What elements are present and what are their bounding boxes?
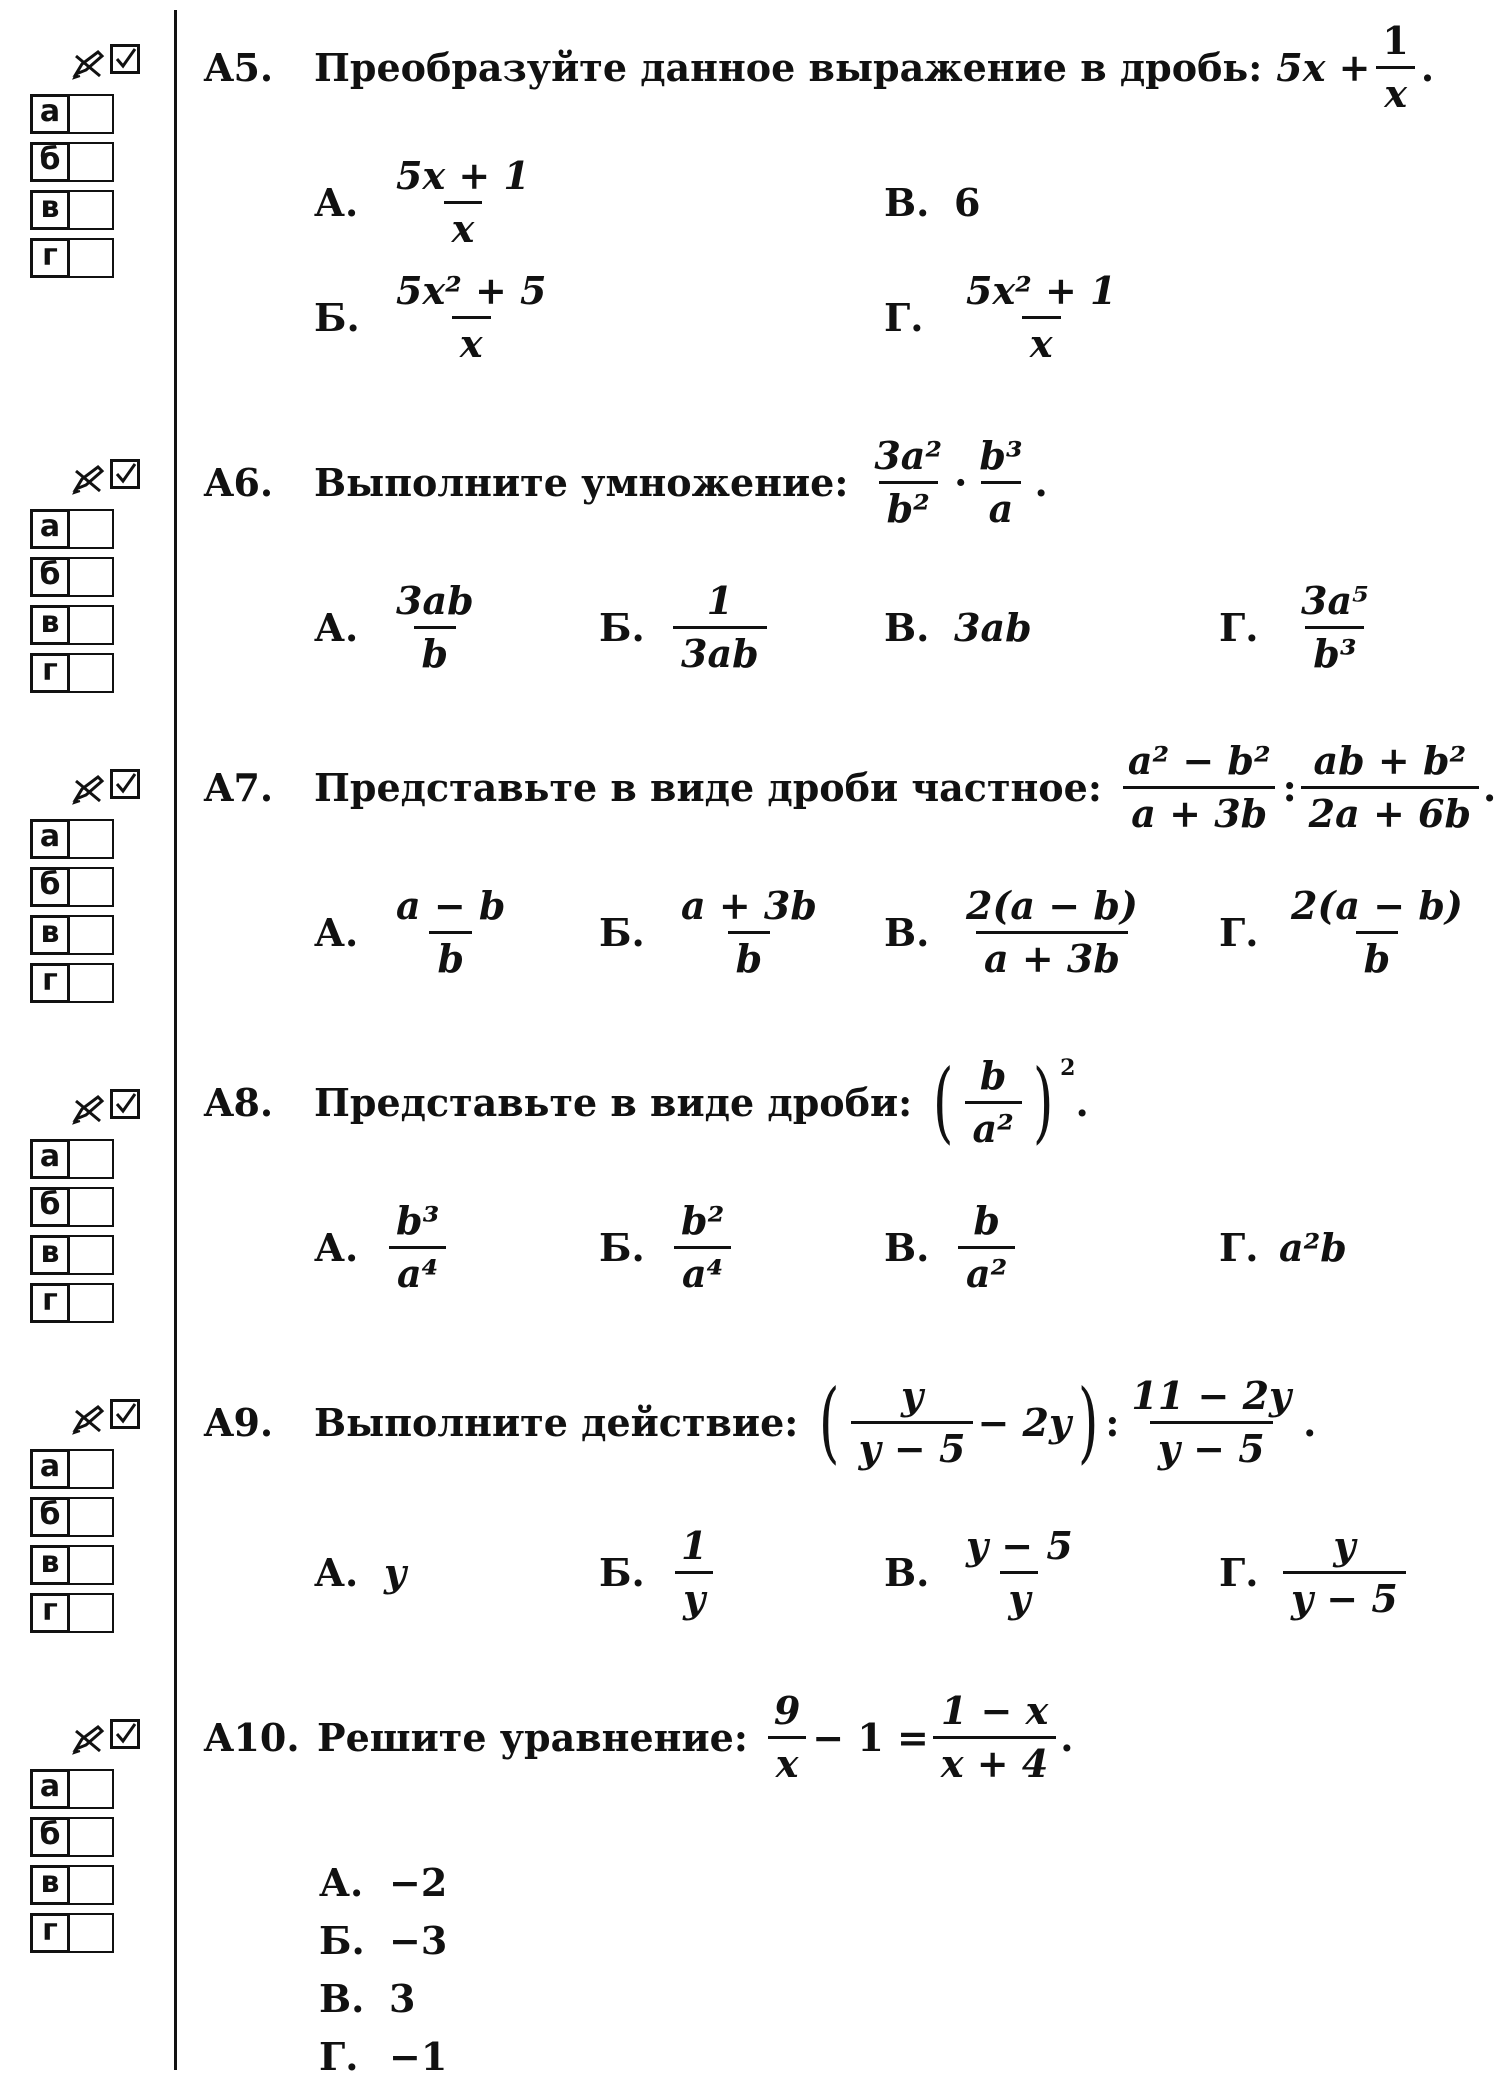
answer-row	[30, 653, 150, 693]
expr-period: .	[1483, 764, 1496, 810]
expr-fraction: $\frac{11 - 2y}{y - 5}$	[1131, 1373, 1292, 1471]
answer-row	[30, 1769, 150, 1809]
answer-letter: г	[30, 1593, 70, 1633]
answer-boxes	[30, 1085, 150, 1323]
answer-row	[30, 963, 150, 1003]
option-g[interactable]: Г. $\frac{\text{3a⁵}}{\text{b³}}$	[1219, 578, 1369, 676]
answer-checkbox[interactable]	[70, 557, 114, 597]
question-number: A9.	[204, 1399, 274, 1445]
right-paren: )	[1032, 1050, 1054, 1154]
answer-checkbox[interactable]	[70, 1235, 114, 1275]
question-text: Выполните умножение:	[314, 459, 849, 505]
answer-letter: г	[30, 1283, 70, 1323]
answer-letter: а	[30, 94, 70, 134]
answer-row	[30, 1817, 150, 1857]
option-b[interactable]: Б. $\frac{1}{y}$	[599, 1525, 719, 1620]
answer-checkbox[interactable]	[70, 238, 114, 278]
answer-boxes	[30, 765, 150, 1003]
question-text: Решите уравнение:	[317, 1714, 748, 1760]
option-v[interactable]: В. $\frac{y - 5}{y}$	[884, 1523, 1073, 1621]
question-number: A7.	[204, 764, 274, 810]
answer-letter: а	[30, 1139, 70, 1179]
question-number: A6.	[204, 459, 274, 505]
option-v[interactable]: В. 3ab	[884, 605, 1032, 650]
vertical-divider	[174, 10, 177, 2070]
expr-term: − 1 =	[812, 1714, 929, 1760]
question-text: Представьте в виде дроби частное:	[314, 764, 1102, 810]
answer-letter: а	[30, 1449, 70, 1489]
expr-fraction: $\frac{\text{a² − b²}}{a + 3b}$	[1120, 740, 1279, 835]
answer-checkbox[interactable]	[70, 1817, 114, 1857]
answer-letter: б	[30, 142, 70, 182]
answer-letter: в	[30, 605, 70, 645]
expr-term: 5x +	[1276, 44, 1371, 90]
answer-letter: г	[30, 1913, 70, 1953]
answer-row	[30, 605, 150, 645]
expr-fraction: $\frac{\text{b³}}{a}$	[979, 433, 1023, 531]
expr-period: .	[1034, 459, 1048, 505]
answer-letter: г	[30, 963, 70, 1003]
answer-row	[30, 94, 150, 134]
expr-power: 2	[1060, 1055, 1076, 1081]
answer-checkbox[interactable]	[70, 1497, 114, 1537]
answer-letter: в	[30, 1545, 70, 1585]
answer-checkbox[interactable]	[70, 605, 114, 645]
answer-checkbox[interactable]	[70, 509, 114, 549]
answer-row	[30, 238, 150, 278]
answer-checkbox[interactable]	[70, 867, 114, 907]
answer-letter: а	[30, 1769, 70, 1809]
answer-row	[30, 1235, 150, 1275]
crossed-pencil-icon	[72, 1401, 106, 1435]
answer-checkbox[interactable]	[70, 915, 114, 955]
answer-letter: в	[30, 915, 70, 955]
answer-row	[30, 867, 150, 907]
option-g[interactable]: Г. a²b	[1219, 1225, 1347, 1270]
answer-row	[30, 1449, 150, 1489]
answer-row	[30, 915, 150, 955]
question-text: Преобразуйте данное выражение в дробь:	[314, 44, 1263, 90]
answer-checkbox[interactable]	[70, 1283, 114, 1323]
checkbox-icon	[110, 44, 140, 74]
answer-boxes	[30, 455, 150, 693]
expr-period: .	[1060, 1714, 1074, 1760]
answer-checkbox[interactable]	[70, 94, 114, 134]
option-a[interactable]: А. −2	[319, 1860, 448, 1905]
expr-fraction: $\frac{\text{3a²}}{\text{b²}}$	[874, 433, 943, 531]
option-a[interactable]: А. $\frac{5x + 1}{x}$	[314, 153, 530, 251]
expr-operator: :	[1282, 764, 1297, 810]
expr-fraction: $\frac{1 - x}{x + 4}$	[933, 1690, 1056, 1785]
answer-letter: б	[30, 557, 70, 597]
expr-fraction: $\frac{y}{y - 5}$	[851, 1375, 974, 1470]
answer-checkbox[interactable]	[70, 653, 114, 693]
answer-row	[30, 190, 150, 230]
option-b[interactable]: Б. $\frac{a + 3b}{b}$	[599, 883, 817, 981]
answer-checkbox[interactable]	[70, 1139, 114, 1179]
answer-checkbox[interactable]	[70, 1865, 114, 1905]
option-g[interactable]: Г. $\frac{\text{5x² + 1}}{x}$	[884, 268, 1117, 366]
option-g[interactable]: Г. −1	[319, 2034, 448, 2079]
answer-boxes	[30, 40, 150, 278]
expr-term: − 2y	[977, 1399, 1072, 1445]
answer-row	[30, 1139, 150, 1179]
expr-fraction: $\frac{9}{x}$	[766, 1690, 808, 1785]
answer-letter: в	[30, 1235, 70, 1275]
answer-letter: б	[30, 1497, 70, 1537]
answer-letter: а	[30, 509, 70, 549]
expr-period: .	[1303, 1399, 1317, 1445]
answer-row	[30, 509, 150, 549]
option-v[interactable]: В. 3	[319, 1976, 416, 2021]
answer-boxes	[30, 1395, 150, 1633]
left-paren: (	[933, 1050, 954, 1154]
answer-letter: в	[30, 190, 70, 230]
answer-row	[30, 1497, 150, 1537]
answer-checkbox[interactable]	[70, 1913, 114, 1953]
answer-row	[30, 1593, 150, 1633]
answer-row	[30, 819, 150, 859]
answer-row	[30, 1913, 150, 1953]
crossed-pencil-icon	[72, 46, 106, 80]
expr-fraction: $\frac{\text{ab + b²}}{2a + 6b}$	[1301, 740, 1479, 835]
option-a[interactable]: А. $\frac{3ab}{b}$	[314, 578, 474, 676]
option-g[interactable]: Г. $\frac{y}{y - 5}$	[1219, 1525, 1410, 1620]
answer-row	[30, 1865, 150, 1905]
answer-checkbox[interactable]	[70, 1593, 114, 1633]
right-paren: )	[1077, 1370, 1099, 1474]
answer-letter: а	[30, 819, 70, 859]
question-number: A5.	[204, 44, 274, 90]
answer-row	[30, 1187, 150, 1227]
option-g[interactable]: Г. $\frac{2(a - b)}{b}$	[1219, 883, 1463, 981]
answer-letter: б	[30, 867, 70, 907]
checkbox-icon	[110, 1399, 140, 1429]
option-b[interactable]: Б. $\frac{\text{5x² + 5}}{x}$	[314, 268, 547, 366]
option-v[interactable]: В. $\frac{2(a - b)}{a + 3b}$	[884, 883, 1138, 981]
option-a[interactable]: А. y	[314, 1550, 407, 1595]
answer-letter: б	[30, 1817, 70, 1857]
answer-checkbox[interactable]	[70, 142, 114, 182]
option-v[interactable]: В. 6	[884, 180, 981, 225]
option-b[interactable]: Б. $\frac{\text{b²}}{\text{a⁴}}$	[599, 1200, 736, 1295]
option-b[interactable]: Б. −3	[319, 1918, 448, 1963]
answer-checkbox[interactable]	[70, 819, 114, 859]
option-a[interactable]: А. $\frac{\text{b³}}{\text{a⁴}}$	[314, 1200, 451, 1295]
question-number: A8.	[204, 1079, 274, 1125]
crossed-pencil-icon	[72, 771, 106, 805]
answer-checkbox[interactable]	[70, 190, 114, 230]
checkbox-icon	[110, 1089, 140, 1119]
answer-letter: в	[30, 1865, 70, 1905]
expr-operator: ·	[954, 459, 968, 505]
expr-operator: :	[1105, 1399, 1120, 1445]
answer-checkbox[interactable]	[70, 963, 114, 1003]
expr-period: .	[1075, 1079, 1089, 1125]
crossed-pencil-icon	[72, 1721, 106, 1755]
answer-row	[30, 1545, 150, 1585]
answer-checkbox[interactable]	[70, 1545, 114, 1585]
answer-boxes	[30, 1715, 150, 1953]
question-text: Выполните действие:	[314, 1399, 799, 1445]
answer-row	[30, 142, 150, 182]
expr-period: .	[1420, 44, 1435, 90]
answer-checkbox[interactable]	[70, 1187, 114, 1227]
checkbox-icon	[110, 1719, 140, 1749]
checkbox-icon	[110, 459, 140, 489]
option-a[interactable]: А. $\frac{a - b}{b}$	[314, 883, 506, 981]
answer-checkbox[interactable]	[70, 1769, 114, 1809]
answer-letter: б	[30, 1187, 70, 1227]
answer-letter: г	[30, 653, 70, 693]
answer-checkbox[interactable]	[70, 1449, 114, 1489]
checkbox-icon	[110, 769, 140, 799]
answer-row	[30, 1283, 150, 1323]
option-b[interactable]: Б. $\frac{1}{3ab}$	[599, 580, 771, 675]
expr-fraction: $\frac{1}{x}$	[1374, 20, 1416, 115]
answer-row	[30, 557, 150, 597]
question-text: Представьте в виде дроби:	[314, 1079, 913, 1125]
crossed-pencil-icon	[72, 461, 106, 495]
left-paren: (	[819, 1370, 840, 1474]
crossed-pencil-icon	[72, 1091, 106, 1125]
answer-letter: г	[30, 238, 70, 278]
option-v[interactable]: В. $\frac{b}{\text{a²}}$	[884, 1200, 1019, 1295]
expr-fraction: $\frac{b}{\text{a²}}$	[965, 1055, 1022, 1150]
